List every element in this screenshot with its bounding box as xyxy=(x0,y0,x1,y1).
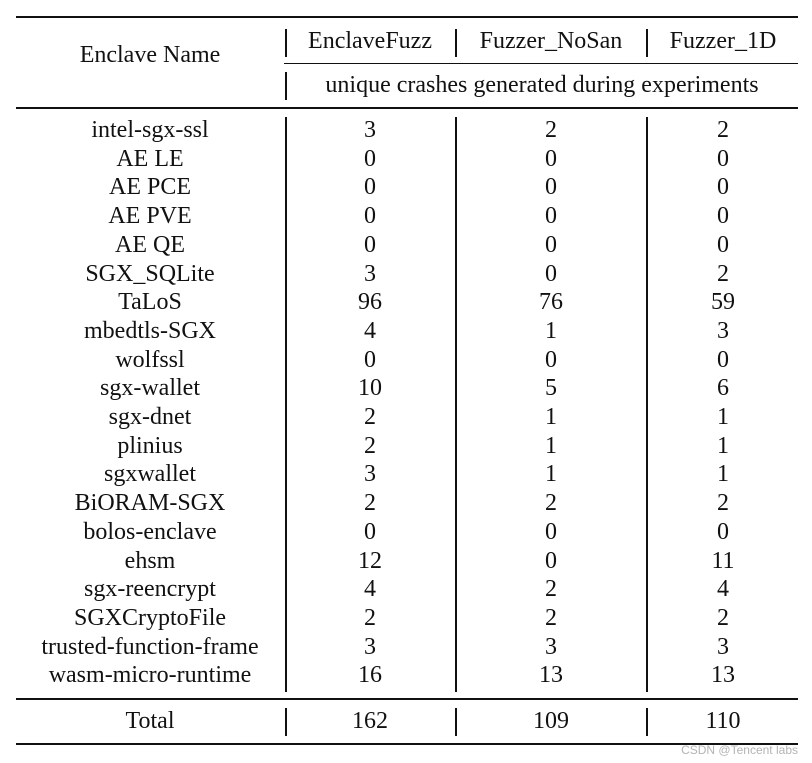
crash-count-cell: 0 xyxy=(545,231,557,258)
total-fuzzer-nosan: 109 xyxy=(533,708,569,734)
enclave-name-cell: sgx-wallet xyxy=(100,375,200,402)
enclave-name-cell: bolos-enclave xyxy=(83,518,217,545)
crash-count-cell: 0 xyxy=(545,174,557,201)
crash-count-cell: 2 xyxy=(717,604,729,631)
enclave-name-cell: TaLoS xyxy=(118,289,182,316)
column-header-fuzzer-1d: Fuzzer_1D xyxy=(669,28,777,54)
header-separator xyxy=(455,29,457,57)
crash-count-cell: 96 xyxy=(358,289,382,316)
crash-count-cell: 3 xyxy=(364,461,376,488)
total-top-rule xyxy=(16,698,798,700)
crash-count-cell: 59 xyxy=(711,289,735,316)
crash-count-cell: 3 xyxy=(545,633,557,660)
top-rule xyxy=(16,16,798,18)
crash-count-cell: 3 xyxy=(717,633,729,660)
enclave-name-cell: AE PVE xyxy=(108,203,192,230)
header-separator xyxy=(646,29,648,57)
crash-count-cell: 12 xyxy=(358,547,382,574)
crash-count-cell: 2 xyxy=(545,490,557,517)
enclave-name-cell: mbedtls-SGX xyxy=(84,317,216,344)
enclave-name-cell: BiORAM-SGX xyxy=(74,490,226,517)
crash-count-cell: 0 xyxy=(364,174,376,201)
enclave-name-cell: ehsm xyxy=(124,547,176,574)
enclave-name-header: Enclave Name xyxy=(79,42,221,68)
crash-count-cell: 11 xyxy=(711,547,735,574)
crash-count-cell: 0 xyxy=(717,231,729,258)
enclave-name-cell: intel-sgx-ssl xyxy=(91,117,209,143)
header-separator xyxy=(285,29,287,57)
enclave-name-cell: AE PCE xyxy=(108,174,192,201)
enclave-name-cell: AE QE xyxy=(115,231,185,258)
crash-count-cell: 16 xyxy=(358,662,382,689)
watermark: CSDN @Tencent labs xyxy=(681,743,798,757)
crash-count-cell: 2 xyxy=(717,490,729,517)
crash-count-cell: 0 xyxy=(545,346,557,373)
crash-count-cell: 0 xyxy=(545,260,557,287)
crash-count-cell: 2 xyxy=(364,490,376,517)
crash-count-cell: 2 xyxy=(545,576,557,603)
crash-count-cell: 1 xyxy=(717,461,729,488)
crash-count-cell: 3 xyxy=(717,317,729,344)
crash-count-cell: 4 xyxy=(364,576,376,603)
crash-count-cell: 0 xyxy=(364,231,376,258)
crash-count-cell: 4 xyxy=(717,576,729,603)
total-separator xyxy=(285,708,287,736)
crash-count-cell: 0 xyxy=(364,203,376,230)
enclave-name-cell: wasm-micro-runtime xyxy=(48,662,252,689)
body-separator xyxy=(455,117,457,692)
header-thin-rule xyxy=(284,63,798,64)
enclave-name-cell: sgxwallet xyxy=(104,461,196,488)
enclave-name-cell: sgx-dnet xyxy=(108,404,192,430)
crash-count-cell: 1 xyxy=(545,432,557,459)
total-separator xyxy=(455,708,457,736)
crash-count-cell: 4 xyxy=(364,317,376,344)
crash-count-cell: 0 xyxy=(717,518,729,545)
crash-count-cell: 10 xyxy=(358,375,382,402)
crash-count-cell: 0 xyxy=(545,203,557,230)
crash-count-cell: 5 xyxy=(545,375,557,402)
crash-count-cell: 2 xyxy=(364,604,376,631)
crash-count-cell: 1 xyxy=(545,317,557,344)
enclave-name-cell: plinius xyxy=(117,432,183,459)
crash-count-cell: 2 xyxy=(717,117,729,143)
crash-count-cell: 2 xyxy=(364,404,376,430)
column-header-enclavefuzz: EnclaveFuzz xyxy=(308,28,432,54)
crash-count-cell: 0 xyxy=(364,518,376,545)
crash-count-cell: 0 xyxy=(717,203,729,230)
crash-count-cell: 1 xyxy=(717,404,729,430)
body-separator xyxy=(285,117,287,692)
header-bottom-rule xyxy=(16,107,798,109)
crash-count-cell: 0 xyxy=(364,346,376,373)
column-header-fuzzer-nosan: Fuzzer_NoSan xyxy=(479,28,623,54)
crash-count-cell: 0 xyxy=(545,547,557,574)
crash-count-cell: 1 xyxy=(717,432,729,459)
crash-count-cell: 0 xyxy=(545,145,557,172)
crash-count-cell: 0 xyxy=(717,346,729,373)
crash-count-cell: 0 xyxy=(717,145,729,172)
crash-count-cell: 3 xyxy=(364,633,376,660)
crash-count-cell: 0 xyxy=(717,174,729,201)
enclave-name-cell: trusted-function-frame xyxy=(41,633,259,660)
subheader-separator xyxy=(285,72,287,100)
enclave-name-cell: sgx-reencrypt xyxy=(84,576,216,603)
total-enclavefuzz: 162 xyxy=(352,708,388,734)
crash-count-cell: 13 xyxy=(711,662,735,689)
crash-count-cell: 0 xyxy=(545,518,557,545)
crash-count-cell: 1 xyxy=(545,404,557,430)
total-separator xyxy=(646,708,648,736)
crash-count-cell: 2 xyxy=(545,117,557,143)
crash-count-cell: 13 xyxy=(539,662,563,689)
enclave-name-cell: wolfssl xyxy=(115,346,185,373)
subheader-caption: unique crashes generated during experiments xyxy=(325,72,759,98)
crash-count-cell: 76 xyxy=(539,289,563,316)
enclave-name-cell: SGX_SQLite xyxy=(85,260,215,287)
crash-count-cell: 0 xyxy=(364,145,376,172)
crash-count-cell: 2 xyxy=(717,260,729,287)
crash-count-cell: 3 xyxy=(364,260,376,287)
crash-count-cell: 2 xyxy=(364,432,376,459)
total-fuzzer-1d: 110 xyxy=(705,708,741,734)
crash-count-cell: 2 xyxy=(545,604,557,631)
crash-count-cell: 3 xyxy=(364,117,376,143)
enclave-name-cell: AE LE xyxy=(116,145,184,172)
crash-count-cell: 1 xyxy=(545,461,557,488)
enclave-name-cell: SGXCryptoFile xyxy=(73,604,227,631)
total-label: Total xyxy=(125,708,175,734)
crash-count-cell: 6 xyxy=(717,375,729,402)
body-separator xyxy=(646,117,648,692)
